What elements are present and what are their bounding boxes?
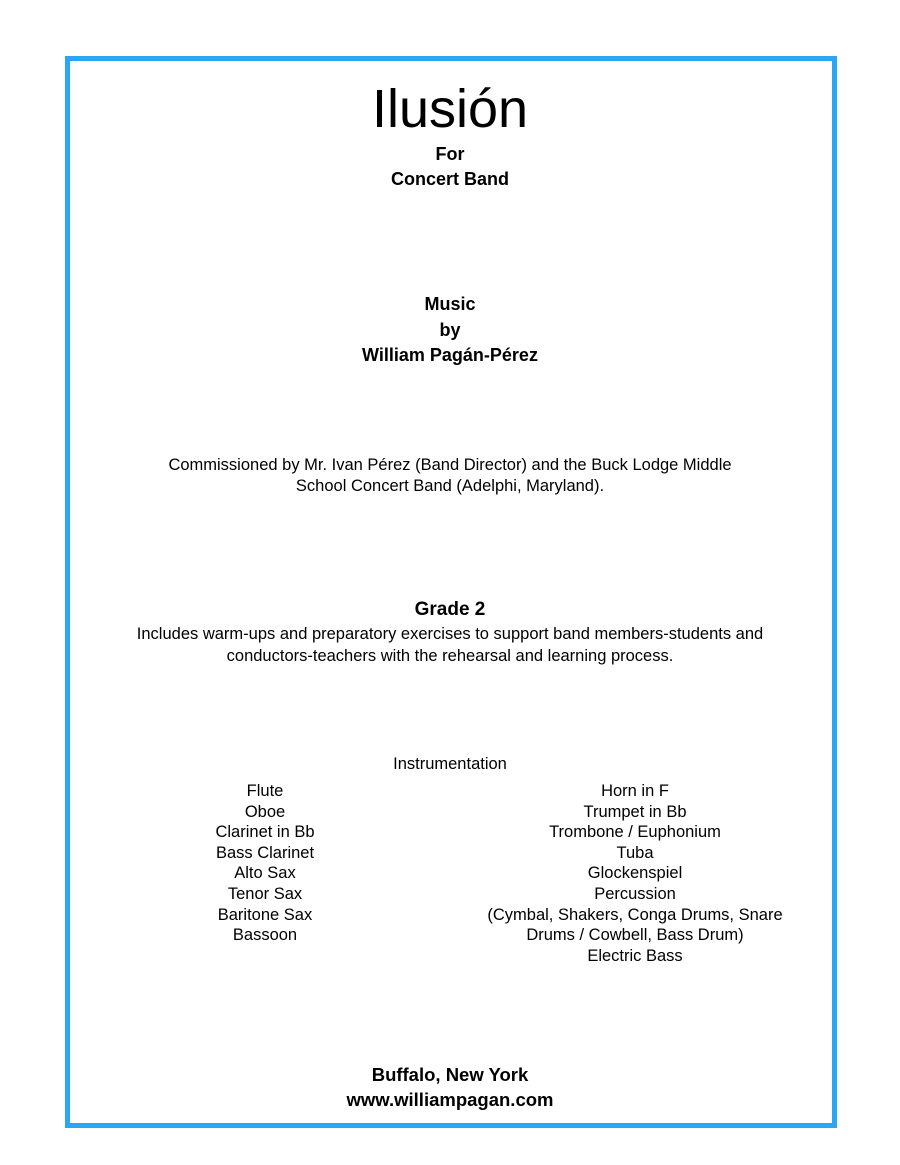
subtitle-ensemble: Concert Band xyxy=(390,169,509,189)
instrument-item: Trumpet in Bb xyxy=(583,802,687,821)
commission-line-2: School Concert Band (Adelphi, Maryland). xyxy=(295,477,605,495)
instrument-item: Flute xyxy=(246,782,284,800)
credit-music: Music xyxy=(424,294,476,314)
instrument-item: Horn in F xyxy=(601,782,669,800)
credit-by: by xyxy=(439,320,461,340)
instrument-list-right xyxy=(470,781,800,966)
grade-description-line-2: conductors-teachers with the rehearsal and learning process. xyxy=(226,647,674,665)
instrument-item: Electric Bass xyxy=(587,946,683,965)
instrument-item: Oboe xyxy=(244,802,286,821)
instrument-item: Percussion xyxy=(594,884,676,903)
instrumentation-heading: Instrumentation xyxy=(393,755,507,773)
instrument-item: Trombone / Euphonium xyxy=(549,823,721,842)
commission-line-1: Commissioned by Mr. Ivan Pérez (Band Director) and the Buck Lodge Middle xyxy=(168,456,732,474)
instrument-item: Bass Clarinet xyxy=(215,843,315,862)
composer-name: William Pagán-Pérez xyxy=(362,345,538,365)
grade-description-line-1: Includes warm-ups and preparatory exercises to support band members-students and xyxy=(136,625,764,643)
piece-title: Ilusión xyxy=(371,79,529,139)
instrument-item: Glockenspiel xyxy=(587,864,683,883)
instrument-list-left xyxy=(165,781,365,946)
footer-website: www.williampagan.com xyxy=(346,1089,554,1110)
subtitle-for: For xyxy=(435,144,465,164)
instrument-item: (Cymbal, Shakers, Conga Drums, Snare xyxy=(487,905,783,924)
page-border xyxy=(65,56,837,1128)
instrument-item: Clarinet in Bb xyxy=(215,823,315,842)
instrument-item: Alto Sax xyxy=(234,864,296,883)
instrument-item: Tenor Sax xyxy=(227,884,303,903)
grade-label: Grade 2 xyxy=(414,599,486,620)
instrument-item: Tuba xyxy=(616,843,654,862)
instrument-item: Drums / Cowbell, Bass Drum) xyxy=(526,926,744,945)
footer-location: Buffalo, New York xyxy=(371,1064,529,1085)
instrument-item: Baritone Sax xyxy=(217,905,313,924)
instrument-item: Bassoon xyxy=(232,926,298,945)
